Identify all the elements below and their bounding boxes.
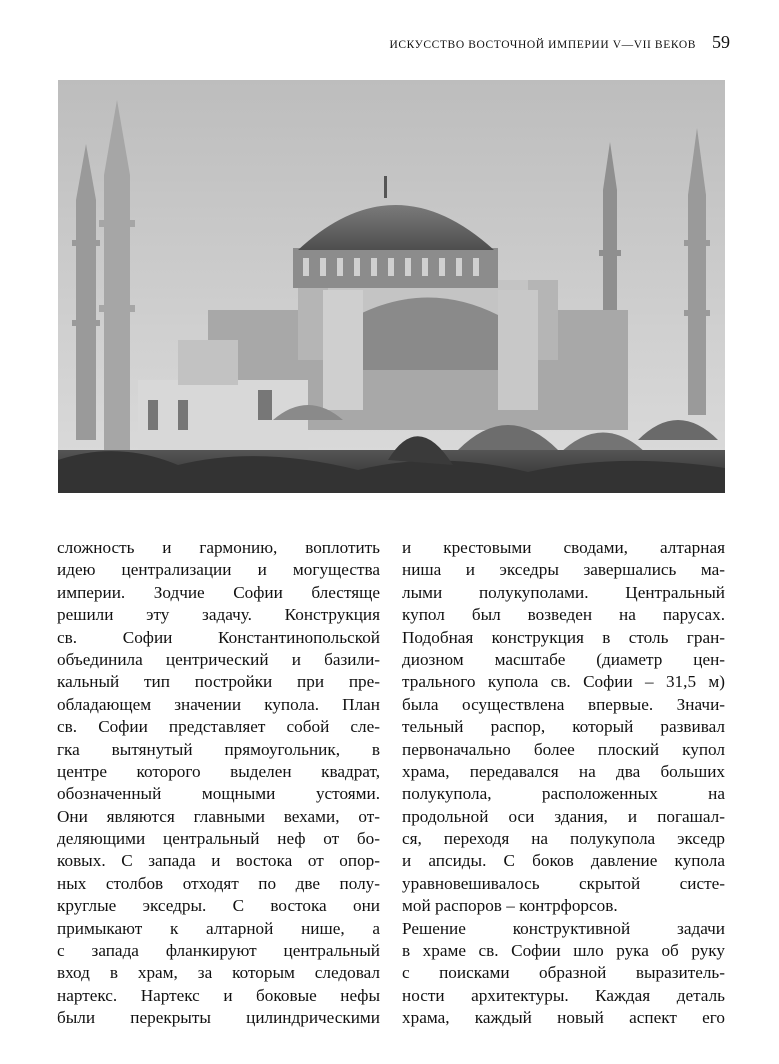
text-line: империи. Зодчие Софии блестяще xyxy=(57,582,380,602)
text-line: первоначально более плоский купол xyxy=(402,739,725,759)
text-line: св. Софии Константинопольской xyxy=(57,627,380,647)
text-line: тельный распор, который развивал xyxy=(402,717,725,737)
text-line: лыми полукуполами. Центральный xyxy=(402,582,725,602)
text-line: св. Софии представляет собой сле- xyxy=(57,717,380,737)
text-line: диозном масштабе (диаметр цен- xyxy=(402,649,725,669)
text-line: с поисками образной выразитель- xyxy=(402,963,725,983)
text-line: обладающем значении купола. План xyxy=(57,694,380,714)
text-line: ных столбов отходят по две полу- xyxy=(57,873,380,893)
text-line: уравновешивалось скрытой систе- xyxy=(402,873,725,893)
text-line: Они являются главными вехами, от- xyxy=(57,806,380,826)
hagia-sophia-photo xyxy=(58,80,725,493)
text-line: Решение конструктивной задачи xyxy=(402,918,725,938)
text-line: и апсиды. С боков давление купола xyxy=(402,851,725,871)
text-line: были перекрыты цилиндрическими xyxy=(57,1008,380,1028)
text-line: решили эту задачу. Конструкция xyxy=(57,605,380,625)
text-line: ковых. С запада и востока от опор- xyxy=(57,851,380,871)
text-line: мой распоров – контрфорсов. xyxy=(402,896,618,916)
text-line: с запада фланкируют центральный xyxy=(57,941,380,961)
text-line: храма, каждый новый аспект его xyxy=(402,1008,725,1028)
text-line: обозначенный мощными устоями. xyxy=(57,784,380,804)
text-line: продольной оси здания, и погашал- xyxy=(402,806,725,826)
text-line: была осуществлена впервые. Значи- xyxy=(402,694,725,714)
text-line: и крестовыми сводами, алтарная xyxy=(402,538,725,557)
text-line: кальный тип постройки при пре- xyxy=(57,672,380,692)
running-title: ИСКУССТВО ВОСТОЧНОЙ ИМПЕРИИ V—VII ВЕКОВ xyxy=(389,39,696,51)
text-line: трального купола св. Софии – 31,5 м) xyxy=(402,672,725,692)
text-line: в храме св. Софии шло рука об руку xyxy=(402,941,725,961)
text-line: нартекс. Нартекс и боковые нефы xyxy=(57,985,380,1005)
text-line: деляющими центральный неф от бо- xyxy=(57,829,380,849)
text-line: круглые экседры. С востока они xyxy=(57,896,380,916)
text-column-left xyxy=(57,537,380,1030)
text-line: вход в храм, за которым следовал xyxy=(57,963,380,983)
text-column-right xyxy=(402,537,725,1030)
text-line: центре которого выделен квадрат, xyxy=(57,761,380,781)
text-line: объединила центрический и базили- xyxy=(57,649,380,669)
text-line: гка вытянутый прямоугольник, в xyxy=(57,739,380,759)
text-line: ся, переходя на полукупола экседр xyxy=(402,829,725,849)
photo-illustration xyxy=(58,80,725,493)
text-line: Подобная конструкция в столь гран- xyxy=(402,627,725,647)
text-line: ности архитектуры. Каждая деталь xyxy=(402,985,725,1005)
text-line: сложность и гармонию, воплотить xyxy=(57,538,380,557)
running-head xyxy=(330,32,730,58)
text-line: полукупола, расположенных на xyxy=(402,784,725,804)
text-line: примыкают к алтарной нише, а xyxy=(57,918,380,938)
text-line: идею централизации и могущества xyxy=(57,560,380,580)
text-line: купол был возведен на парусах. xyxy=(402,605,725,625)
text-line: храма, передавался на два больших xyxy=(402,761,725,781)
page-number: 59 xyxy=(712,32,730,52)
text-line: ниша и экседры завершались ма- xyxy=(402,560,725,580)
